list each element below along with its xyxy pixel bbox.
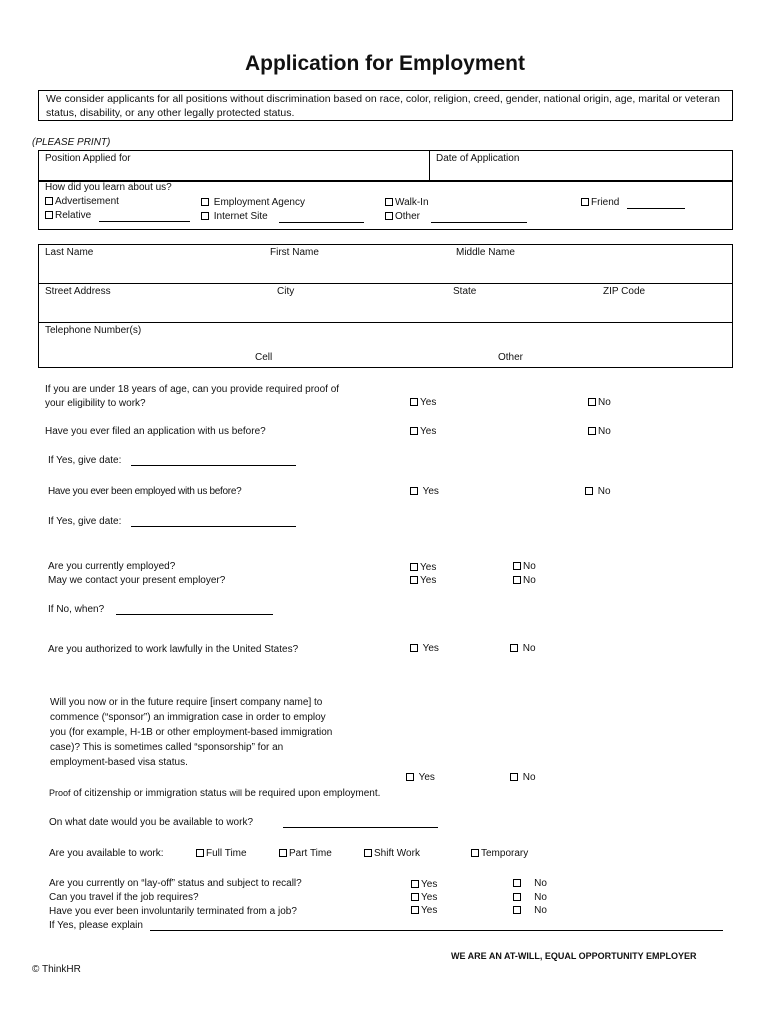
advertisement-checkbox[interactable]: [45, 197, 53, 205]
no-label: No: [598, 426, 611, 437]
zip-code-label: ZIP Code: [603, 286, 646, 297]
terminated-yes-checkbox[interactable]: [411, 906, 419, 914]
layoff-no-checkbox[interactable]: [513, 879, 521, 887]
other-source-option[interactable]: [385, 211, 420, 222]
position-applied-field[interactable]: [45, 166, 425, 179]
position-applied-label: Position Applied for: [45, 153, 131, 164]
travel-no-checkbox[interactable]: [513, 893, 521, 901]
currently-employed-yes[interactable]: [410, 562, 436, 573]
yes-label: Yes: [422, 643, 439, 654]
available-to-work-question: Are you available to work:: [49, 848, 164, 859]
employed-before-no-checkbox[interactable]: [585, 487, 593, 495]
shift-work-option[interactable]: [364, 848, 420, 859]
explain-label: If Yes, please explain: [49, 920, 143, 931]
contact-employer-question: May we contact your present employer?: [48, 575, 226, 586]
copyright: © ThinkHR: [32, 964, 81, 975]
middle-name-label: Middle Name: [456, 247, 515, 258]
full-time-label: Full Time: [206, 848, 247, 859]
sponsorship-no[interactable]: [510, 772, 536, 783]
other-source-checkbox[interactable]: [385, 212, 393, 220]
friend-input-line[interactable]: [627, 208, 685, 209]
full-time-option[interactable]: [196, 848, 247, 859]
no-label: No: [598, 397, 611, 408]
filed-before-yes-checkbox[interactable]: [410, 427, 418, 435]
telephone-label: Telephone Number(s): [45, 325, 142, 336]
last-name-label: Last Name: [45, 247, 94, 258]
other-source-label: Other: [395, 211, 421, 222]
terminated-yes[interactable]: [411, 905, 437, 916]
employment-agency-label: Employment Agency: [213, 197, 305, 208]
explain-input-line[interactable]: [150, 930, 723, 931]
first-name-label: First Name: [270, 247, 319, 258]
temporary-label: Temporary: [481, 848, 529, 859]
travel-question: Can you travel if the job requires?: [49, 892, 199, 903]
shift-work-checkbox[interactable]: [364, 849, 372, 857]
at-will-employer-note: WE ARE AN AT-WILL, EQUAL OPPORTUNITY EMPLOYER: [451, 951, 697, 961]
date-of-application-field[interactable]: [436, 166, 726, 179]
relative-label: Relative: [55, 210, 92, 221]
sponsorship-question: Will you now or in the future require [insert company name] to commence (“sponsor”) an immigration case in order to employ you (for example, H-1B or other employment-based immigration case)? This is sometimes called “sponsorship” for an employment-based visa status.: [50, 697, 333, 768]
yes-label: Yes: [421, 892, 438, 903]
employed-before-yes-checkbox[interactable]: [410, 487, 418, 495]
proof-note-part: of citizenship or immigration status: [73, 788, 227, 799]
yes-label: Yes: [421, 905, 438, 916]
no-label: No: [597, 486, 611, 497]
relative-option[interactable]: [45, 210, 91, 221]
currently-employed-yes-checkbox[interactable]: [410, 563, 418, 571]
first-name-field[interactable]: [270, 261, 440, 279]
filed-date-input-line[interactable]: [131, 465, 296, 466]
under-18-no[interactable]: [588, 397, 611, 408]
part-time-checkbox[interactable]: [279, 849, 287, 857]
relative-input-line[interactable]: [99, 221, 190, 222]
part-time-option[interactable]: [279, 848, 332, 859]
layoff-question: Are you currently on “lay-off” status and subject to recall?: [49, 878, 302, 889]
walk-in-label: Walk-In: [395, 197, 429, 208]
available-date-input-line[interactable]: [283, 827, 438, 828]
employed-date-label: If Yes, give date:: [48, 516, 122, 527]
contact-employer-no-checkbox[interactable]: [513, 576, 521, 584]
cell-label: Cell: [255, 352, 273, 363]
currently-employed-question: Are you currently employed?: [48, 561, 176, 572]
contact-employer-no[interactable]: [513, 575, 536, 586]
yes-label: Yes: [422, 486, 439, 497]
filed-before-question: Have you ever filed an application with us before?: [45, 426, 266, 437]
yes-label: Yes: [421, 879, 438, 890]
under-18-question: If you are under 18 years of age, can you provide required proof of your eligibility to work?: [45, 384, 340, 409]
no-label: No: [534, 892, 547, 903]
advertisement-label: Advertisement: [55, 196, 119, 207]
internet-site-checkbox[interactable]: [201, 212, 209, 220]
internet-site-label: Internet Site: [213, 211, 268, 222]
zip-code-field[interactable]: [603, 300, 723, 318]
employed-before-question: Have you ever been employed with us before?: [48, 486, 242, 497]
sponsorship-no-checkbox[interactable]: [510, 773, 518, 781]
employment-agency-option[interactable]: [201, 197, 305, 208]
travel-no[interactable]: [513, 892, 547, 903]
sponsorship-yes[interactable]: [406, 772, 435, 783]
authorized-no-checkbox[interactable]: [510, 644, 518, 652]
relative-checkbox[interactable]: [45, 211, 53, 219]
if-no-when-input-line[interactable]: [116, 614, 273, 615]
authorized-no[interactable]: [510, 643, 536, 654]
address-divider: [38, 322, 733, 323]
advertisement-option[interactable]: [45, 196, 119, 207]
street-address-label: Street Address: [45, 286, 111, 297]
employed-date-input-line[interactable]: [131, 526, 296, 527]
contact-employer-yes[interactable]: [410, 575, 436, 586]
state-field[interactable]: [453, 300, 593, 318]
city-label: City: [277, 286, 295, 297]
walk-in-option[interactable]: [385, 197, 429, 208]
filed-date-label: If Yes, give date:: [48, 455, 122, 466]
proof-note-part: Proof: [49, 788, 71, 798]
other-source-input-line[interactable]: [431, 222, 527, 223]
how-learn-label: How did you learn about us?: [45, 182, 172, 193]
terminated-no-checkbox[interactable]: [513, 906, 521, 914]
nondiscrimination-notice: We consider applicants for all positions without discrimination based on race, color, religion, creed, gender, national origin, age, marital or veteran status, disability, or any other legally protected status.: [46, 93, 720, 119]
authorized-yes[interactable]: [410, 643, 439, 654]
proof-note-part: will: [229, 788, 242, 798]
yes-label: Yes: [420, 575, 437, 586]
no-label: No: [534, 905, 547, 916]
state-label: State: [453, 286, 477, 297]
sponsorship-yes-checkbox[interactable]: [406, 773, 414, 781]
proof-note-part: be required upon employment.: [244, 788, 381, 799]
no-label: No: [523, 561, 536, 572]
internet-site-option[interactable]: [201, 211, 268, 222]
other-phone-label: Other: [498, 352, 524, 363]
no-label: No: [522, 772, 536, 783]
filed-before-no[interactable]: [588, 426, 611, 437]
contact-employer-yes-checkbox[interactable]: [410, 576, 418, 584]
friend-checkbox[interactable]: [581, 198, 589, 206]
terminated-no[interactable]: [513, 905, 547, 916]
street-address-field[interactable]: [45, 300, 265, 318]
last-name-field[interactable]: [45, 261, 255, 279]
no-label: No: [522, 643, 536, 654]
travel-yes-checkbox[interactable]: [411, 893, 419, 901]
city-field[interactable]: [277, 300, 442, 318]
yes-label: Yes: [420, 426, 437, 437]
employed-before-yes[interactable]: [410, 486, 439, 497]
internet-site-input-line[interactable]: [279, 222, 364, 223]
no-label: No: [534, 878, 547, 889]
cell-phone-field[interactable]: [130, 338, 390, 351]
shift-work-label: Shift Work: [374, 848, 420, 859]
yes-label: Yes: [420, 397, 437, 408]
available-date-question: On what date would you be available to work?: [49, 817, 254, 828]
friend-label: Friend: [591, 197, 620, 208]
authorized-yes-checkbox[interactable]: [410, 644, 418, 652]
travel-yes[interactable]: [411, 892, 437, 903]
currently-employed-no[interactable]: [513, 561, 536, 572]
friend-option[interactable]: [581, 197, 619, 208]
under-18-yes[interactable]: [410, 397, 436, 408]
please-print-label: (PLEASE PRINT): [32, 137, 111, 148]
part-time-label: Part Time: [289, 848, 332, 859]
name-divider: [38, 283, 733, 284]
employment-agency-checkbox[interactable]: [201, 198, 209, 206]
terminated-question: Have you ever been involuntarily terminated from a job?: [49, 906, 297, 917]
under-18-no-checkbox[interactable]: [588, 398, 596, 406]
layoff-no[interactable]: [513, 878, 547, 889]
other-phone-field[interactable]: [420, 338, 680, 351]
page-title: Application for Employment: [244, 52, 525, 75]
under-18-yes-checkbox[interactable]: [410, 398, 418, 406]
no-label: No: [523, 575, 536, 586]
middle-name-field[interactable]: [456, 261, 716, 279]
layoff-yes[interactable]: [411, 879, 437, 890]
employed-before-no[interactable]: [585, 486, 611, 497]
currently-employed-no-checkbox[interactable]: [513, 562, 521, 570]
full-time-checkbox[interactable]: [196, 849, 204, 857]
temporary-checkbox[interactable]: [471, 849, 479, 857]
authorized-question: Are you authorized to work lawfully in the United States?: [48, 644, 299, 655]
filed-before-yes[interactable]: [410, 426, 436, 437]
layoff-yes-checkbox[interactable]: [411, 880, 419, 888]
walk-in-checkbox[interactable]: [385, 198, 393, 206]
if-no-when-label: If No, when?: [48, 604, 105, 615]
yes-label: Yes: [418, 772, 435, 783]
date-of-application-label: Date of Application: [436, 153, 520, 164]
position-divider: [429, 150, 430, 181]
yes-label: Yes: [420, 562, 437, 573]
temporary-option[interactable]: [471, 848, 528, 859]
proof-note: [49, 788, 380, 799]
filed-before-no-checkbox[interactable]: [588, 427, 596, 435]
